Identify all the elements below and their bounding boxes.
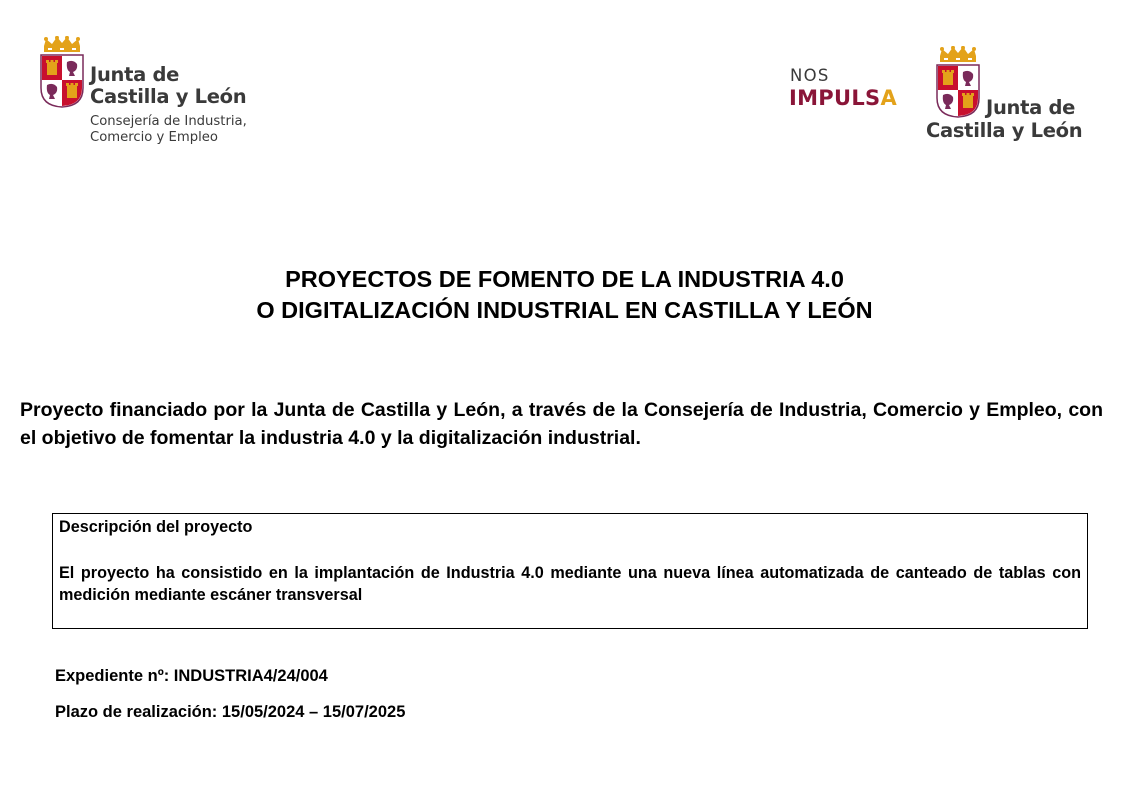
expediente-number: Expediente nº: INDUSTRIA4/24/004 <box>55 667 328 685</box>
page-title <box>0 264 1129 326</box>
project-description-box <box>52 513 1088 629</box>
junta-logo-right <box>924 46 1099 146</box>
description-body: El proyecto ha consistido en la implantación de Industria 4.0 mediante una nueva línea automatizada de canteado de tablas con medición mediante escáner transversal <box>59 564 1081 604</box>
execution-period: Plazo de realización: 15/05/2024 – 15/07/2025 <box>55 703 406 721</box>
nos-impulsa-logo <box>789 66 914 116</box>
consejeria-name: Consejería de Industria, Comercio y Empleo <box>90 114 247 145</box>
description-heading: Descripción del proyecto <box>59 518 253 536</box>
nos-text: NOS <box>790 66 830 85</box>
title-line-1: PROYECTOS DE FOMENTO DE LA INDUSTRIA 4.0 <box>285 266 844 292</box>
junta-name: Junta de Castilla y León <box>90 63 247 108</box>
junta-name-right: Junta de Castilla y León <box>926 96 1083 142</box>
crown-icon <box>40 36 84 54</box>
crown-icon <box>936 46 980 64</box>
impulsa-text: IMPULSA <box>789 86 898 110</box>
coat-of-arms-icon <box>40 54 84 108</box>
junta-logo-left <box>38 36 278 151</box>
funding-statement: Proyecto financiado por la Junta de Castilla y León, a través de la Consejería de Industria, Comercio y Empleo, con el objetivo de fomentar la industria 4.0 y la digitalización industrial. <box>20 399 1103 449</box>
title-line-2: O DIGITALIZACIÓN INDUSTRIAL EN CASTILLA Y LEÓN <box>256 297 873 323</box>
